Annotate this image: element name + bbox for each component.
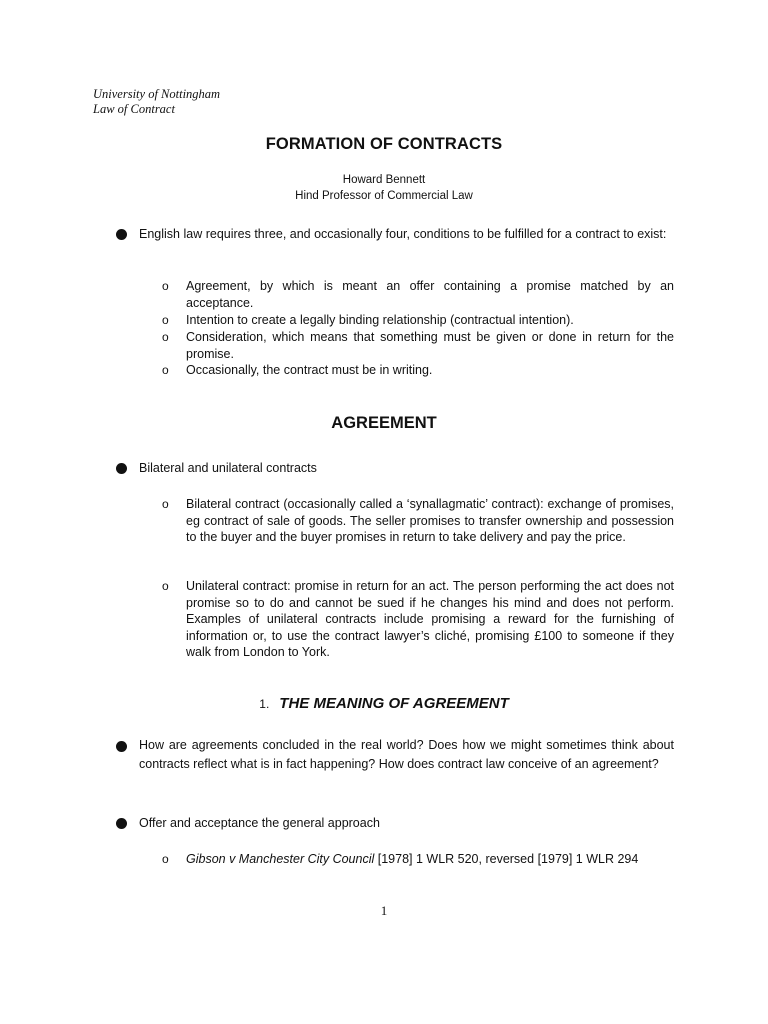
meaning-bullet-2-text: Offer and acceptance the general approach — [139, 816, 380, 830]
document-title: FORMATION OF CONTRACTS — [265, 135, 503, 153]
sub-bullet-marker: o — [162, 852, 169, 866]
intro-item-3: Consideration, which means that something must be given or done in return for the promise. — [186, 330, 674, 361]
document-header — [93, 87, 220, 116]
case-reference: [1978] 1 WLR 520, reversed [1979] 1 WLR 294 — [374, 852, 639, 866]
header-course: Law of Contract — [93, 101, 175, 116]
author-name: Howard Bennett — [342, 174, 426, 186]
section-heading-text: THE MEANING OF AGREEMENT — [279, 695, 509, 712]
sub-bullet-marker: o — [162, 279, 169, 293]
bullet-icon — [116, 229, 127, 240]
sub-bullet-marker: o — [162, 313, 169, 327]
bullet-icon — [116, 463, 127, 474]
sub-bullet-marker: o — [162, 330, 169, 344]
agreement-item-unilateral: Unilateral contract: promise in return for an act. The person performing the act does not promise so to do and cannot be sued if he changes his mind and does not perform. Examples of unilateral contracts include promising a reward for the furnishing of information or, to use the contract lawyer’s cliché, promising £100 to someone if they walk from London to York. — [186, 579, 674, 660]
page-number: 1 — [380, 903, 388, 918]
meaning-bullet-1-text: How are agreements concluded in the real world? Does how we might sometimes think about contracts reflect what is in fact happening? How does contract law conceive of an agreement? — [139, 738, 674, 771]
sub-bullet-marker: o — [162, 579, 169, 593]
agreement-bullet-text: Bilateral and unilateral contracts — [139, 461, 317, 475]
section-heading-agreement: AGREEMENT — [331, 414, 437, 432]
agreement-item-bilateral: Bilateral contract (occasionally called a ‘synallagmatic’ contract): exchange of promises, eg contract of sale of goods. The seller promises to transfer ownership and possession to the buyer and the buyer promises in return to take delivery and pay the price. — [186, 497, 674, 545]
section-number: 1. — [259, 697, 270, 711]
section-heading-meaning — [0, 695, 768, 712]
bullet-icon — [116, 741, 127, 752]
author-block — [0, 173, 768, 204]
case-name: Gibson v Manchester City Council — [186, 852, 375, 866]
header-university: University of Nottingham — [93, 87, 221, 101]
case-citation — [186, 851, 674, 868]
sub-bullet-marker: o — [162, 363, 169, 377]
sub-bullet-marker: o — [162, 497, 169, 511]
intro-item-1: Agreement, by which is meant an offer containing a promise matched by an acceptance. — [186, 279, 674, 310]
intro-item-4: Occasionally, the contract must be in writing. — [186, 363, 433, 377]
author-role: Hind Professor of Commercial Law — [295, 189, 473, 202]
bullet-icon — [116, 818, 127, 829]
intro-item-2: Intention to create a legally binding relationship (contractual intention). — [186, 313, 574, 327]
intro-bullet-text: English law requires three, and occasionally four, conditions to be fulfilled for a contract to exist: — [139, 227, 667, 241]
